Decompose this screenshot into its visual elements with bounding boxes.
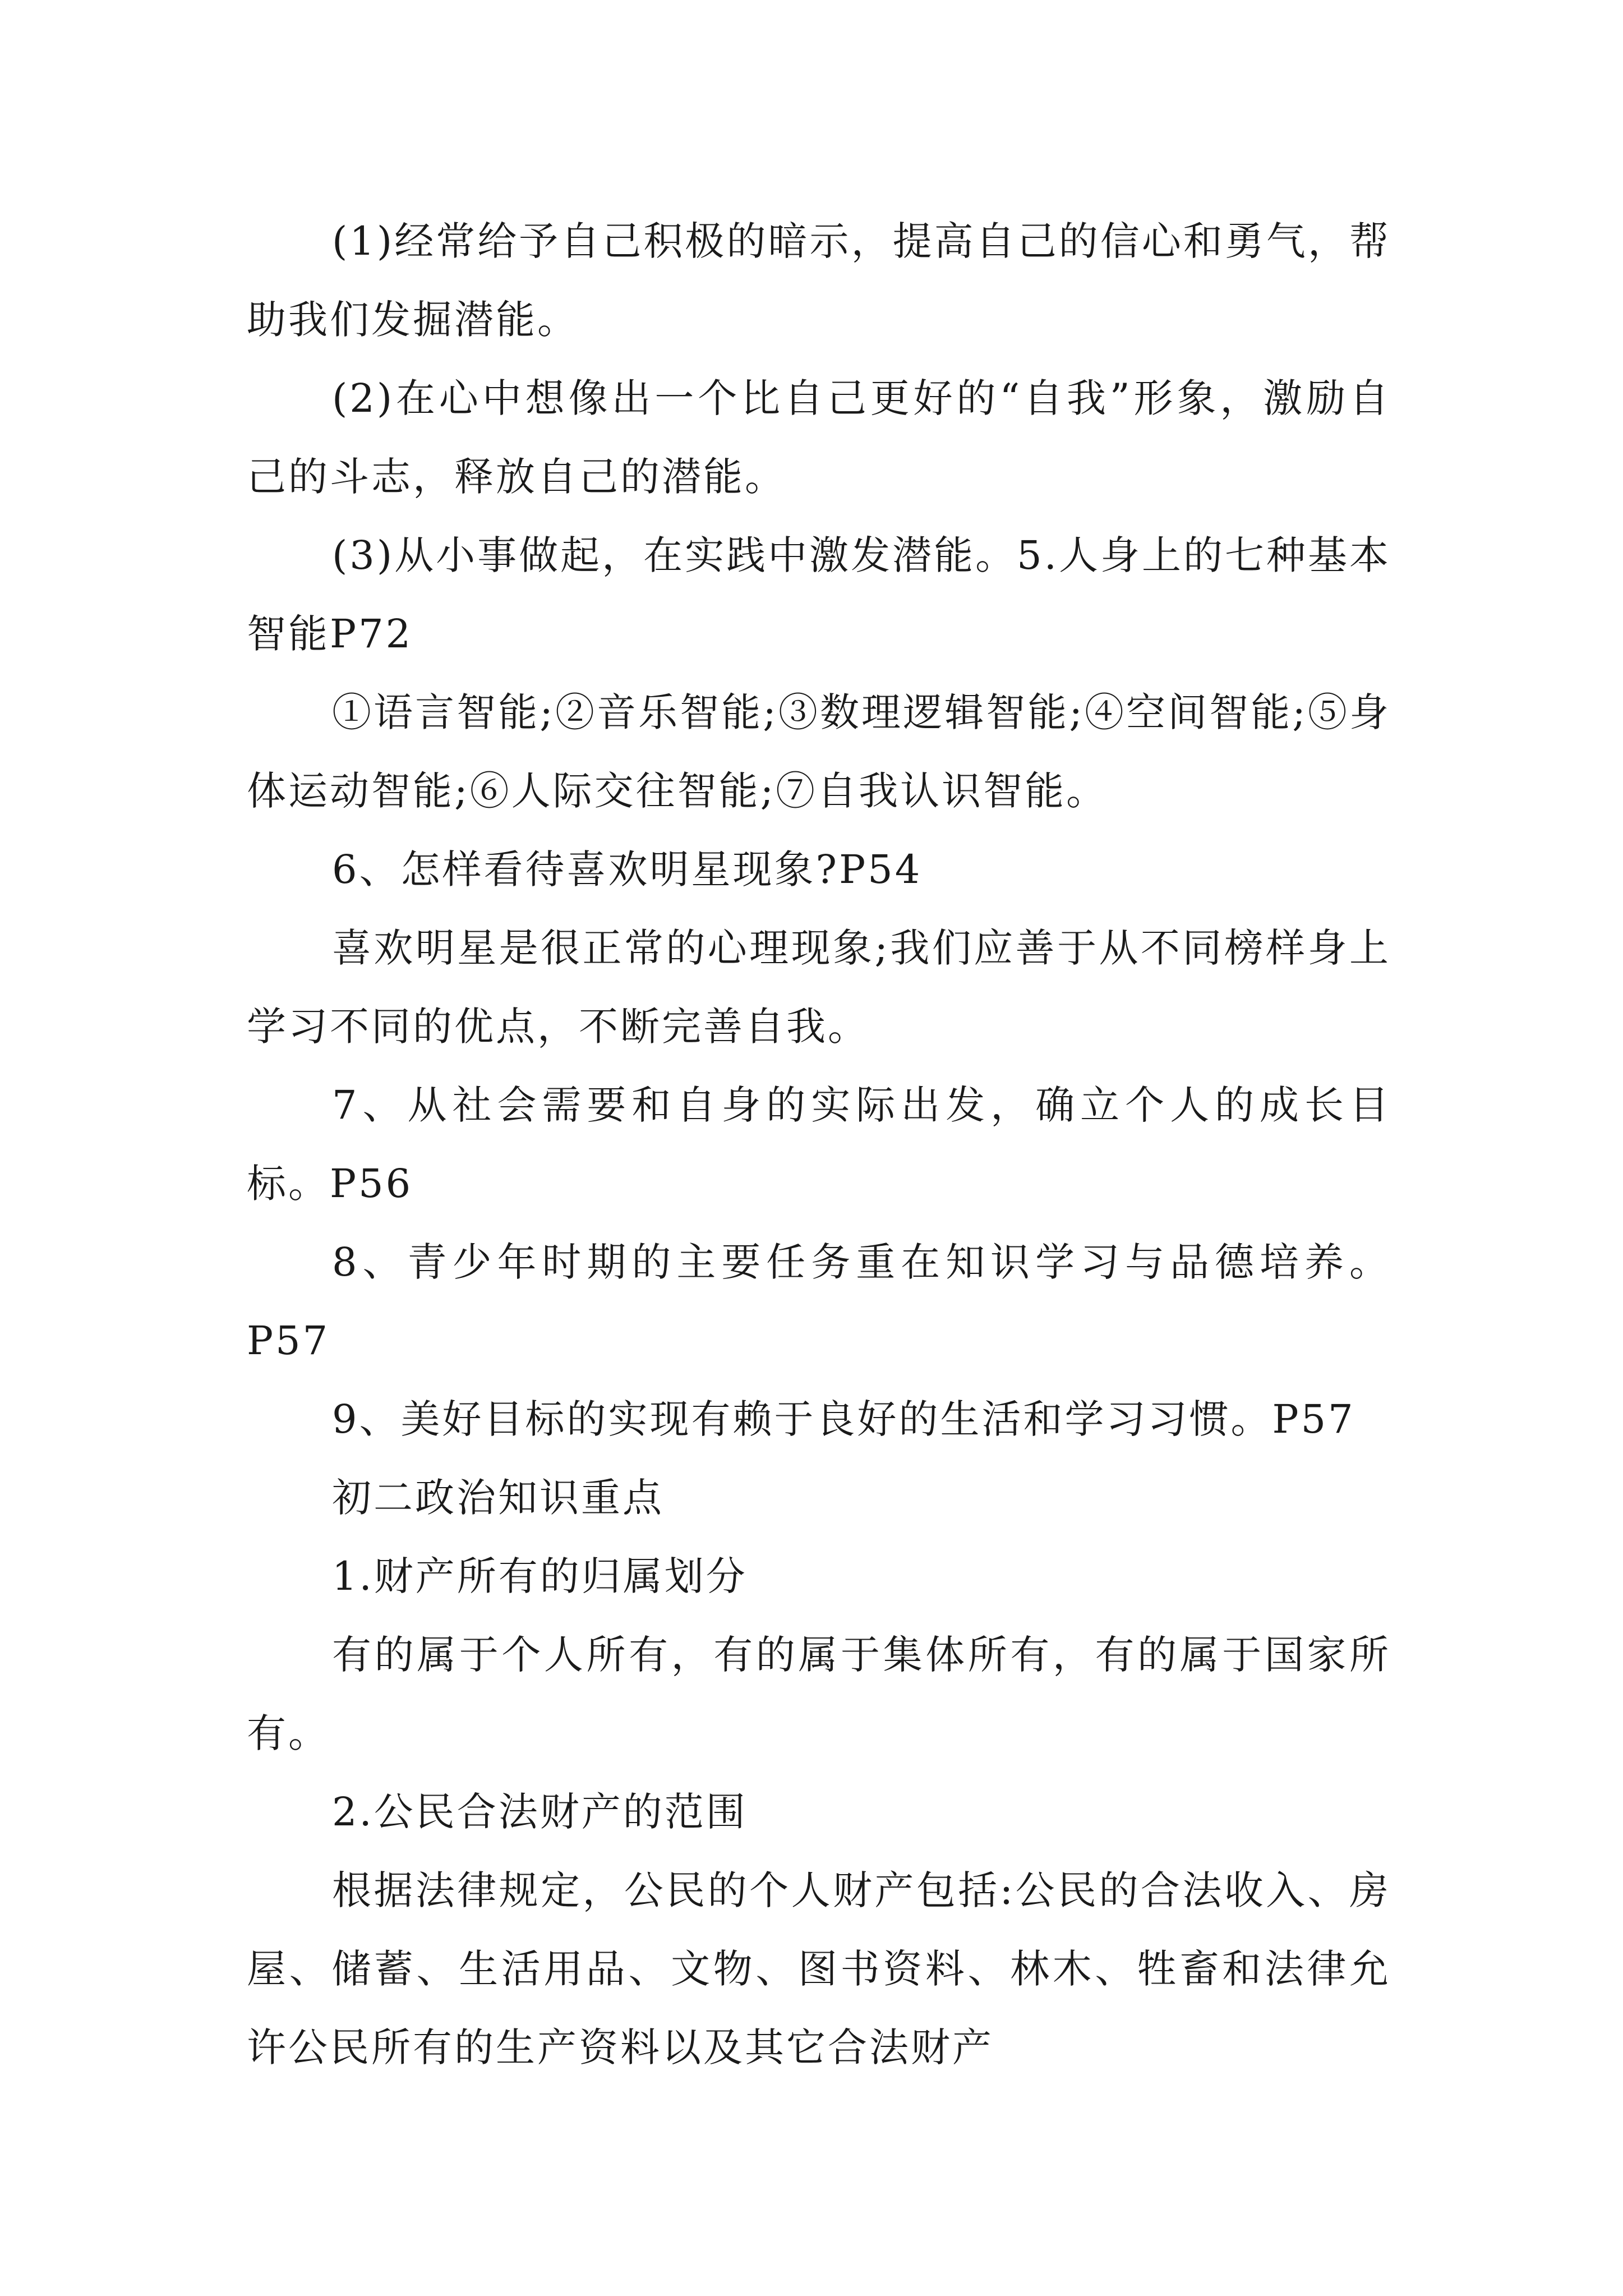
paragraph-5: 6、怎样看待喜欢明星现象?P54 <box>332 846 923 892</box>
section-heading: 初二政治知识重点 <box>332 1475 664 1521</box>
paragraph-2: (2)在心中想像出一个比自己更好的“自我”形象，激励自己的斗志，释放自己的潜能。 <box>247 375 1391 500</box>
paragraph-1: (1)经常给予自己积极的暗示，提高自己的信心和勇气，帮助我们发掘潜能。 <box>247 218 1391 343</box>
paragraph-6: 喜欢明星是很正常的心理现象;我们应善于从不同榜样身上学习不同的优点，不断完善自我。 <box>247 925 1391 1050</box>
paragraph-4: ①语言智能;②音乐智能;③数理逻辑智能;④空间智能;⑤身体运动智能;⑥人际交往智能;⑦自我认识智能。 <box>247 689 1391 814</box>
paragraph-14: 根据法律规定，公民的个人财产包括:公民的合法收入、房屋、储蓄、生活用品、文物、图书资料、林木、牲畜和法律允许公民所有的生产资料以及其它合法财产 <box>247 1867 1391 2070</box>
paragraph-7: 7、从社会需要和自身的实际出发，确立个人的成长目标。P56 <box>247 1082 1391 1207</box>
paragraph-8: 8、青少年时期的主要任务重在知识学习与品德培养。P57 <box>247 1239 1391 1364</box>
paragraph-13: 2.公民合法财产的范围 <box>332 1789 748 1835</box>
paragraph-11: 1.财产所有的归属划分 <box>332 1553 748 1599</box>
paragraph-3: (3)从小事做起，在实践中激发潜能。5.人身上的七种基本智能P72 <box>247 532 1391 657</box>
paragraph-9: 9、美好目标的实现有赖于良好的生活和学习习惯。P57 <box>332 1396 1355 1442</box>
document-body <box>247 202 1391 2087</box>
paragraph-12: 有的属于个人所有，有的属于集体所有，有的属于国家所有。 <box>247 1632 1391 1756</box>
